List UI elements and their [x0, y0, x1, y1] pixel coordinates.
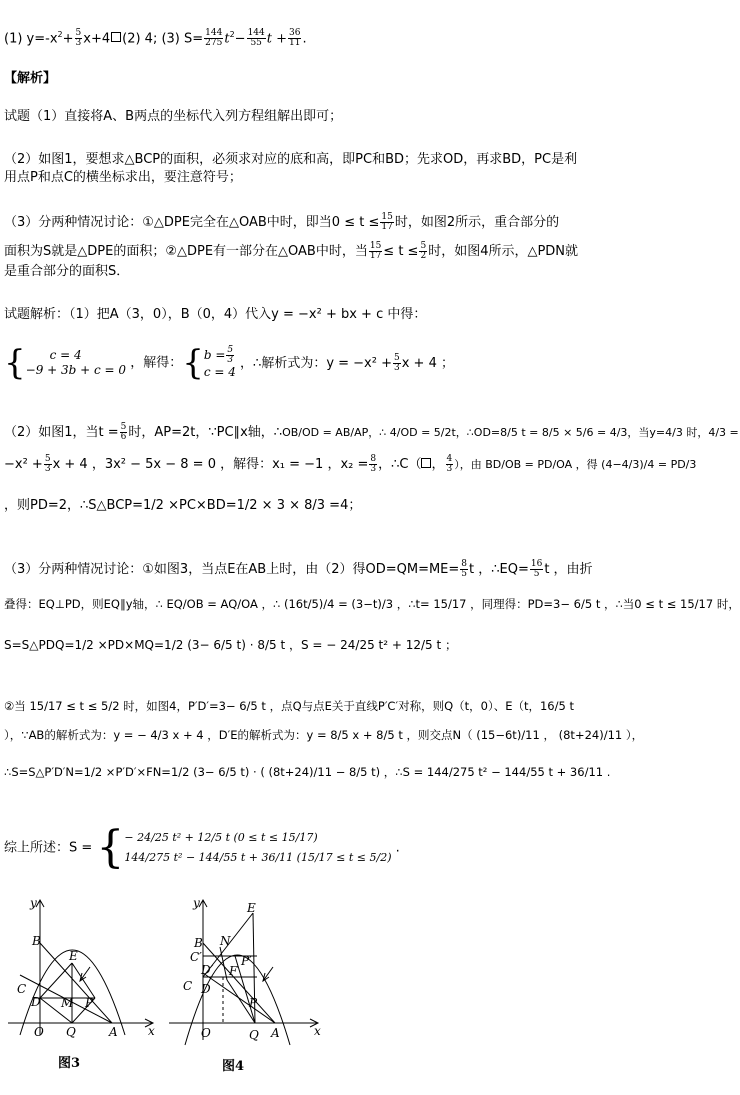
analysis-part3-line3: 是重合部分的面积S． — [4, 264, 130, 279]
point-label: x — [314, 1024, 321, 1038]
fraction: $\frac{144}{275}$ — [205, 28, 223, 49]
figure-4-diagram — [165, 895, 335, 1055]
solution-part2-line2: −x² + $\frac{5}{3}$ x + 4 ，3x² − 5x − 8 = 0 ，解得：x₁ = −1 ，x₂ = $\frac{8}{3}$ ，∴C（ ， $\frac{4}{3}$ ），由 BD/OB = PD/OA ，得 (4−4/3)/4 = PD/3 — [4, 454, 697, 474]
point-label: y — [193, 896, 200, 910]
point-label: A — [109, 1025, 118, 1039]
point-label: Q — [66, 1025, 76, 1039]
point-label: P′ — [241, 954, 252, 968]
answer-text: x+4 — [83, 31, 111, 47]
point-label: F — [229, 964, 238, 978]
solution-part3-line2: 叠得：EQ⊥PD，则EQ∥y轴，∴ EQ/OB = AQ/OA ，∴ (16t/5)/4 = (3−t)/3 ，∴t= 15/17 ，同理得：PD=3− 6/5 t ，∴当0 ≤ t ≤ 15/17 时， — [4, 597, 740, 611]
figure-4-caption: 图4 — [222, 1059, 245, 1074]
point-label: C — [17, 982, 27, 996]
point-label: O — [201, 1026, 211, 1040]
solution-part1-system: { c = 4 −9 + 3b + c = 0 ，解得：{ b = $\frac{5}{3}$ c = 4 ，∴解析式为：y = −x² + $\frac{5}{3}$ x + 4 ； — [4, 343, 454, 383]
solution-part4-line3: ∴S=S△P′D′N=1/2 ×P′D′×FN=1/2 (3− 6/5 t) · ( (8t+24)/11 − 8/5 t) ，∴S = 144/275 t² − 144/55 t + 36/11 . — [4, 765, 611, 779]
analysis-part2-line1: （2）如图1，要想求△BCP的面积，必须求对应的底和高，即PC和BD；先求OD，再求BD，PC是利 — [4, 152, 578, 167]
point-label: B — [32, 934, 41, 948]
analysis-part3-line1: （3）分两种情况讨论：①△DPE完全在△OAB中时，即当0 ≤ t ≤ $\frac{15}{17}$ 时，如图2所示，重合部分的 — [4, 212, 560, 232]
summary: 综上所述：S = { − 24/25 t² + 12/5 t (0 ≤ t ≤ 15/17) 144/275 t² − 144/55 t + 36/11 (15/17 ≤ t ≤ 5/2) . — [4, 822, 400, 873]
point-label: D — [201, 982, 211, 996]
line-EP — [72, 963, 95, 998]
fraction: $\frac{144}{55}$ — [247, 28, 265, 49]
point-label: x — [148, 1024, 155, 1038]
fraction: $\frac{5}{3}$ — [75, 28, 82, 49]
point-label: P — [85, 996, 94, 1010]
point-label: D — [31, 995, 41, 1009]
point-label: Q — [249, 1028, 259, 1042]
unknown-glyph-box — [111, 32, 121, 42]
solution-part2-line3: ，则PD=2，∴S△BCP=1/2 ×PC×BD=1/2 × 3 × 8/3 =4； — [4, 498, 362, 513]
exponent: 2 — [57, 30, 63, 39]
solution-part1-line: 试题解析：（1）把A（3，0），B（0，4）代入y = −x² + bx + c 中得： — [4, 307, 427, 322]
point-label: B — [194, 936, 203, 950]
point-label: y — [30, 896, 37, 910]
answer-text: (2) 4; (3) S= — [122, 31, 204, 47]
answer-text: + — [62, 31, 74, 47]
figure-3-caption: 图3 — [58, 1056, 81, 1071]
analysis-part3-line2: 面积为S就是△DPE的面积；②△DPE有一部分在△OAB中时，当 $\frac{15}{17}$ ≤ t ≤ $\frac{5}{2}$ 时，如图4所示，△PDN就 — [4, 241, 579, 261]
answer-line: (1) $y=-x^2+$ $\frac{5}{3}$ x+4 (2) 4; (3) S= $\frac{144}{275}$ $t^2-$ $\frac{144}{55}$ t + $\frac{36}{11}$ . — [4, 28, 307, 49]
line-DE — [40, 963, 72, 998]
answer-text: (1) y=-x — [4, 31, 58, 47]
figure-3-diagram — [0, 895, 180, 1055]
analysis-part1: 试题（1）直接将A、B两点的坐标代入列方程组解出即可； — [4, 109, 343, 124]
fraction: $\frac{36}{11}$ — [289, 28, 301, 49]
point-label: P — [249, 996, 258, 1010]
point-label: A — [271, 1026, 280, 1040]
point-label: E — [247, 901, 256, 915]
point-label: M — [61, 996, 74, 1010]
analysis-part2-line2: 用点P和点C的横坐标求出，要注意符号； — [4, 170, 242, 185]
point-label: E — [69, 949, 78, 963]
solution-part3-line1: （3）分两种情况讨论：①如图3，当点E在AB上时，由（2）得OD=QM=ME= $\frac{8}{5}$ t ，∴EQ= $\frac{16}{5}$ t ，由折 — [4, 559, 593, 579]
point-label: C′ — [190, 950, 202, 964]
point-label: O — [34, 1025, 44, 1039]
analysis-heading: 【解析】 — [4, 71, 57, 86]
solution-part4-line2: ），∵AB的解析式为：y = − 4/3 x + 4 ，D′E的解析式为：y = 8/5 x + 8/5 t ，则交点N（ (15−6t)/11 ， (8t+24)/11 ）， — [4, 728, 644, 742]
solution-part3-line3: S=S△PDQ=1/2 ×PD×MQ=1/2 (3− 6/5 t) · 8/5 t ，S = − 24/25 t² + 12/5 t ； — [4, 638, 458, 652]
point-label: N — [220, 934, 231, 948]
solution-part2-line1: （2）如图1，当t = $\frac{5}{6}$ 时，AP=2t，∵PC∥x轴，∴OB/OD = AB/AP，∴ 4/OD = 5/2t，∴OD=8/5 t = 8/5 × 5/6 = 4/3，当y=4/3 时，4/3 = — [4, 422, 739, 442]
point-label: D′ — [201, 963, 214, 977]
point-label: C — [183, 979, 193, 993]
solution-part4-line1: ②当 15/17 ≤ t ≤ 5/2 时，如图4，P′D′=3− 6/5 t ，点Q与点E关于直线P′C′对称，则Q（t，0）、E（t，16/5 t — [4, 699, 574, 713]
unknown-glyph-box — [421, 458, 431, 468]
